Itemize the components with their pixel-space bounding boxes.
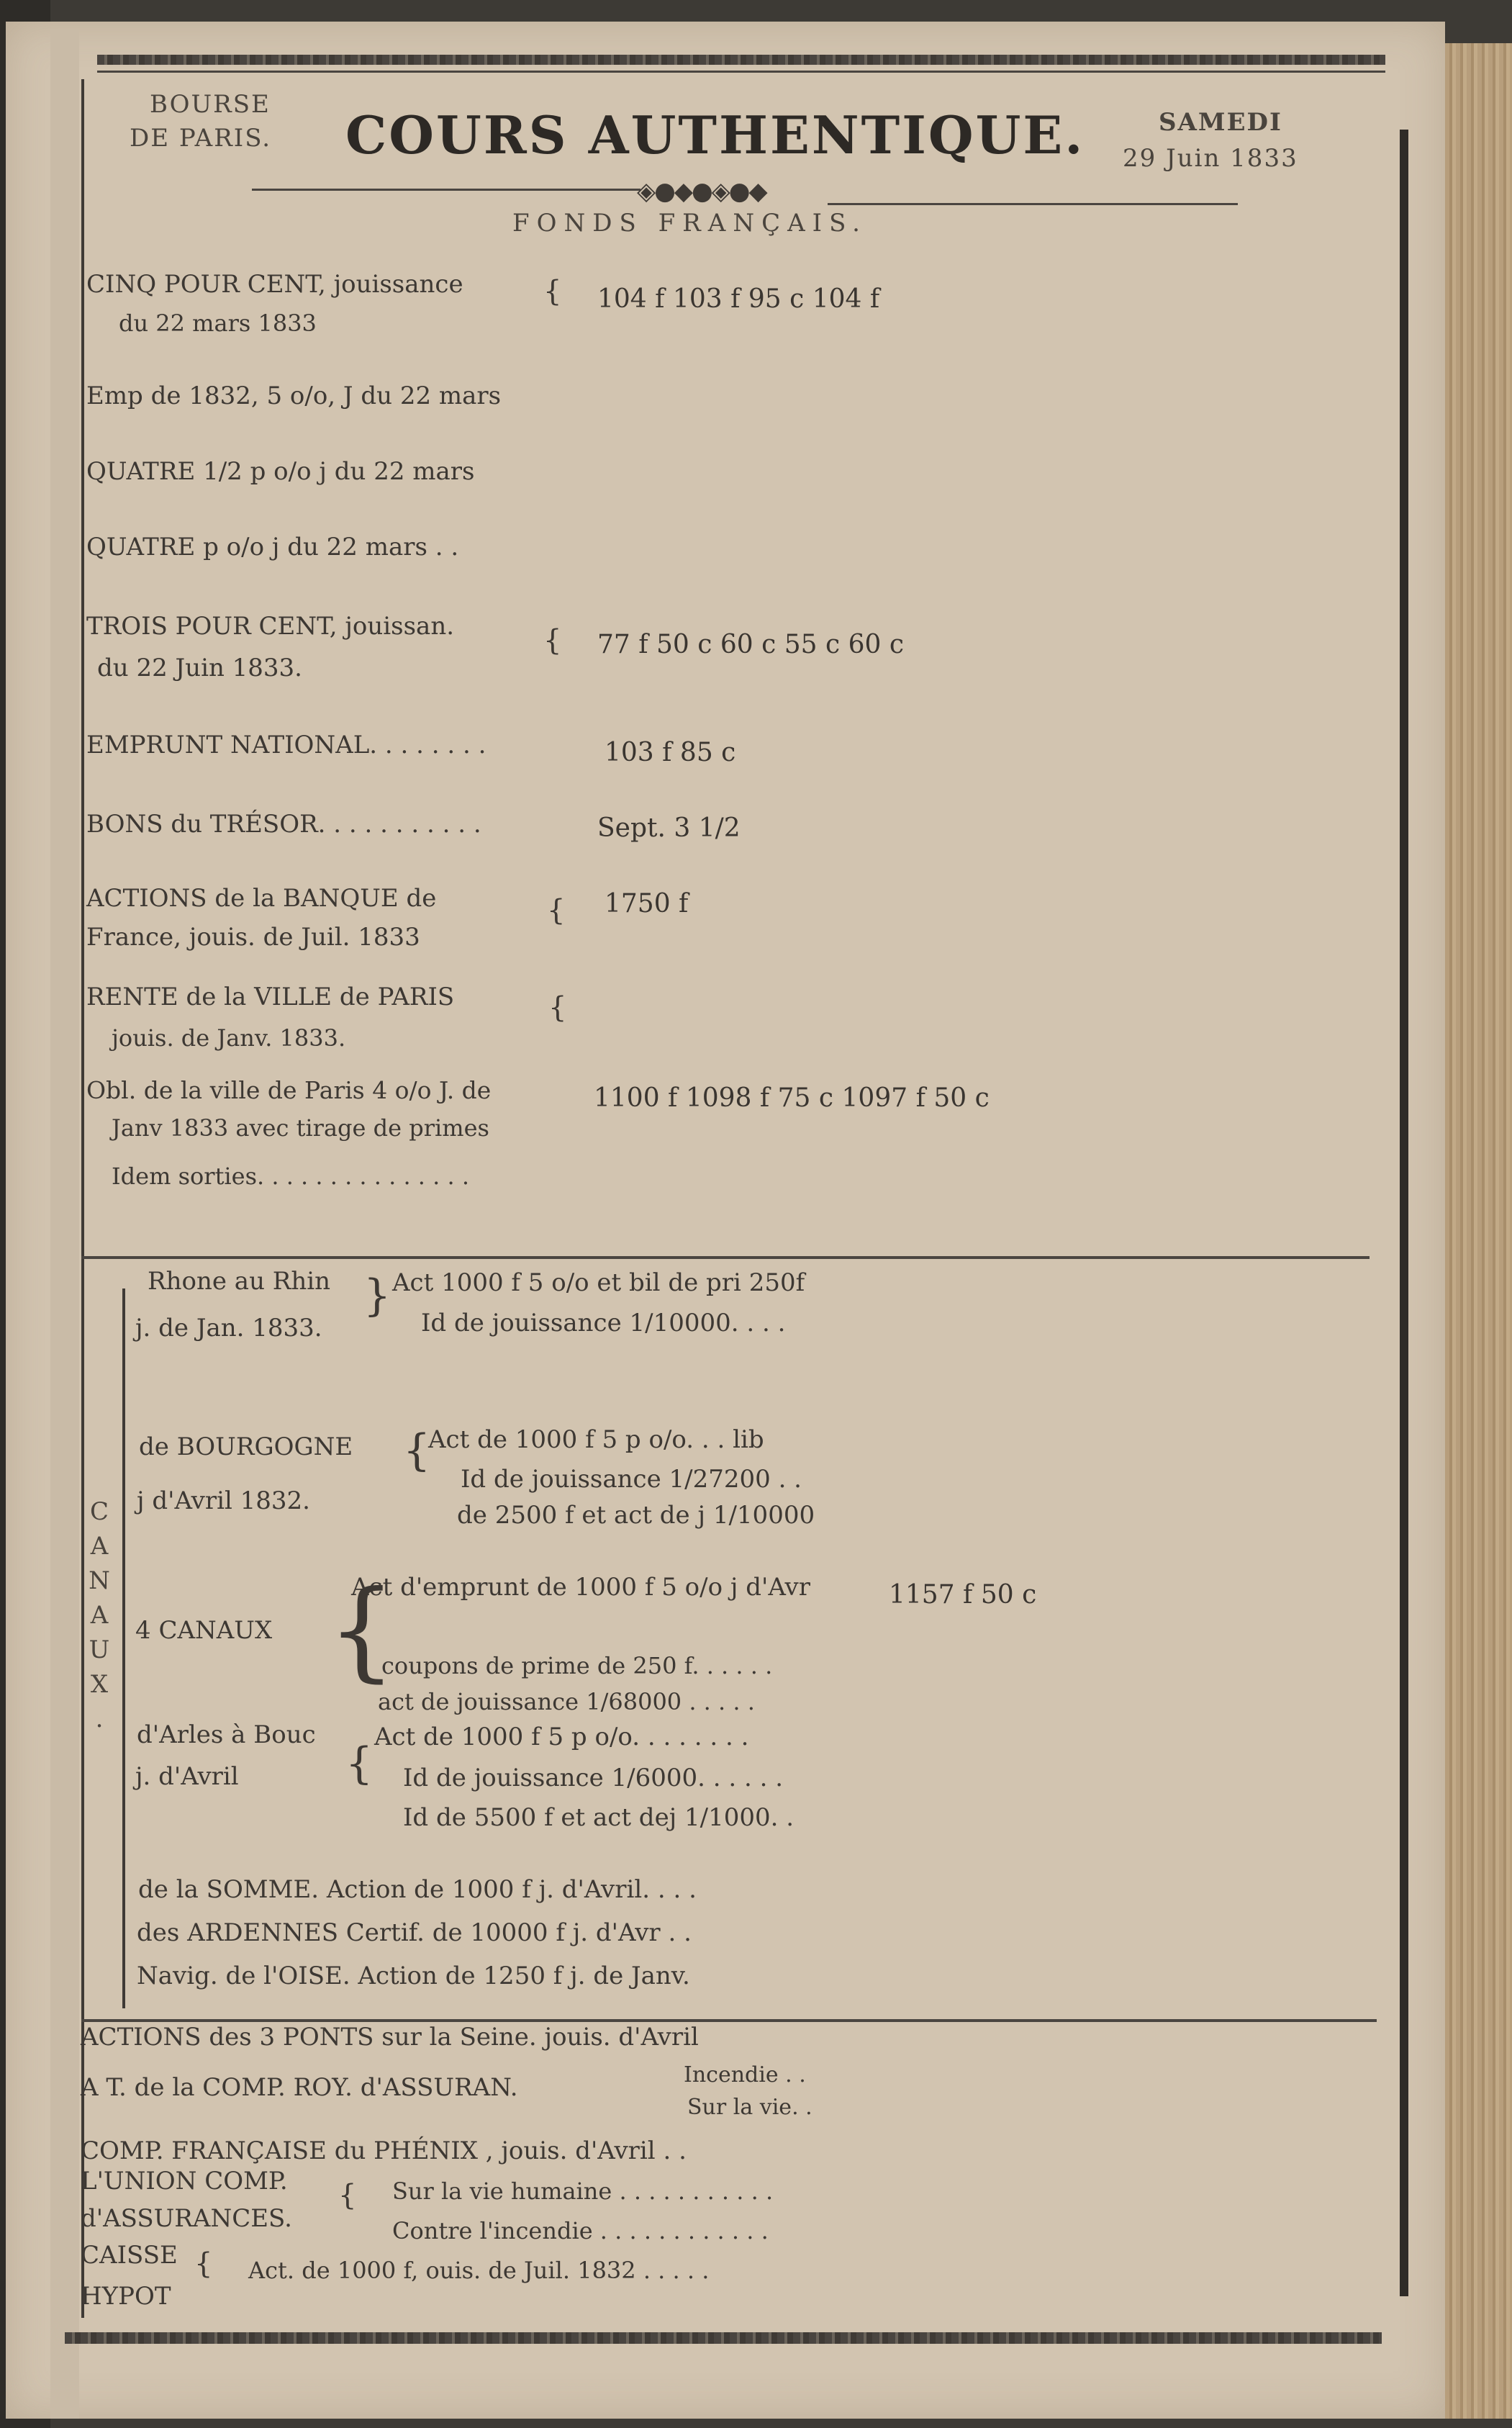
fonds-row-7-label: ACTIONS de la BANQUE de <box>86 884 437 913</box>
top-rule <box>97 55 1385 65</box>
arles-item-3: Id de 5500 f et act dej 1/1000. . <box>403 1803 795 1832</box>
arles-item-1: Act de 1000 f 5 p o/o. . . . . . . . <box>374 1723 749 1751</box>
union-item-2: Contre l'incendie . . . . . . . . . . . . <box>392 2217 769 2244</box>
rhone-name-2: j. de Jan. 1833. <box>135 1314 322 1342</box>
ornament-divider: ◈●◆●◈●◆ <box>637 177 766 206</box>
title-underline-right <box>828 203 1238 205</box>
fonds-row-4-label: TROIS POUR CENT, jouissan. <box>86 612 455 641</box>
fonds-row-7-value: 1750 f <box>605 889 689 919</box>
fonds-row-0-label: CINQ POUR CENT, jouissance <box>86 270 463 299</box>
union-name-2: d'ASSURANCES. <box>81 2204 292 2233</box>
bourgogne-name-1: de BOURGOGNE <box>139 1432 353 1461</box>
fonds-row-9-label: Obl. de la ville de Paris 4 o/o J. de <box>86 1076 492 1104</box>
fonds-row-6-label: BONS du TRÉSOR. . . . . . . . . . . <box>86 810 481 839</box>
bottom-rule <box>65 2332 1382 2344</box>
brace-8: { <box>548 991 567 1024</box>
caisse-name-1: CAISSE <box>81 2241 178 2270</box>
quatre-item-1: Act d'emprunt de 1000 f 5 o/o j d'Avr <box>351 1573 810 1602</box>
fonds-row-0-label2: du 22 mars 1833 <box>119 310 317 337</box>
arles-name-2: j. d'Avril <box>135 1762 239 1791</box>
caisse-name-2: HYPOT <box>81 2282 171 2311</box>
brace-4: { <box>543 624 562 657</box>
canal-oise: Navig. de l'OISE. Action de 1250 f j. de Janv. <box>137 1962 690 1990</box>
assurance-royale-item-1: Incendie . . <box>684 2062 806 2088</box>
union-brace: { <box>338 2179 357 2212</box>
fonds-row-2-label: QUATRE 1/2 p o/o j du 22 mars <box>86 457 475 486</box>
page-margin-left <box>50 29 79 2419</box>
quatre-item-2: coupons de prime de 250 f. . . . . . <box>381 1652 773 1679</box>
fonds-row-4-label2: du 22 Juin 1833. <box>97 654 302 682</box>
fonds-row-9-label2: Janv 1833 avec tirage de primes <box>112 1114 489 1142</box>
arles-brace: { <box>345 1738 374 1789</box>
phenix-row: COMP. FRANÇAISE du PHÉNIX , jouis. d'Avril . . <box>81 2136 687 2165</box>
canal-ardennes: des ARDENNES Certif. de 10000 f j. d'Avr . . <box>137 1918 692 1947</box>
header-left-line2: DE PARIS. <box>130 124 272 153</box>
brace-7: { <box>547 894 566 927</box>
ponts-row: ACTIONS des 3 PONTS sur la Seine. jouis. d'Avril <box>81 2023 699 2052</box>
canal-somme: de la SOMME. Action de 1000 f j. d'Avril. . . . <box>138 1875 697 1904</box>
top-rule-thin <box>97 71 1385 73</box>
rhone-brace: } <box>363 1271 391 1321</box>
arles-item-2: Id de jouissance 1/6000. . . . . . <box>403 1764 784 1792</box>
fonds-row-10-label: Idem sorties. . . . . . . . . . . . . . . <box>112 1163 469 1190</box>
caisse-brace: { <box>194 2247 213 2280</box>
union-name-1: L'UNION COMP. <box>81 2167 288 2195</box>
caisse-item: Act. de 1000 f, ouis. de Juil. 1832 . . . . . <box>248 2257 710 2284</box>
quatre-value: 1157 f 50 c <box>889 1580 1037 1610</box>
arles-name-1: d'Arles à Bouc <box>137 1720 316 1749</box>
canaux-vertical-label: CANAUX. <box>85 1497 114 1739</box>
quatre-item-3: act de jouissance 1/68000 . . . . . <box>378 1688 755 1715</box>
quatre-canaux-name: 4 CANAUX <box>135 1616 273 1645</box>
assurance-royale-item-2: Sur la vie. . <box>687 2095 812 2120</box>
fonds-row-8-label: RENTE de la VILLE de PARIS <box>86 983 455 1011</box>
assurance-royale-name: A T. de la COMP. ROY. d'ASSURAN. <box>81 2073 518 2102</box>
fonds-row-6-value: Sept. 3 1/2 <box>597 813 741 843</box>
rhone-item-1: Act 1000 f 5 o/o et bil de pri 250f <box>392 1268 805 1297</box>
fonds-row-9-value: 1100 f 1098 f 75 c 1097 f 50 c <box>594 1083 990 1113</box>
header-right-date: 29 Juin 1833 <box>1123 144 1298 173</box>
frame-left <box>81 79 84 2318</box>
fonds-row-0-value: 104 f 103 f 95 c 104 f <box>597 284 880 314</box>
title-underline-left <box>252 189 640 191</box>
fonds-row-3-label: QUATRE p o/o j du 22 mars . . <box>86 533 459 561</box>
bourgogne-brace: { <box>403 1425 431 1476</box>
header-left-line1: BOURSE <box>150 90 271 119</box>
frame-right <box>1400 130 1408 2296</box>
page-edges-right <box>1445 43 1512 2419</box>
fonds-row-7-label2: France, jouis. de Juil. 1833 <box>86 923 420 952</box>
fonds-row-4-value: 77 f 50 c 60 c 55 c 60 c <box>597 630 905 659</box>
header-right-day: SAMEDI <box>1159 108 1282 137</box>
page-title: COURS AUTHENTIQUE. <box>345 104 1085 166</box>
rhone-name-1: Rhone au Rhin <box>148 1267 331 1296</box>
bourgogne-item-2: Id de jouissance 1/27200 . . <box>461 1465 802 1494</box>
section-divider-2 <box>81 2019 1377 2022</box>
section-fonds-francais: FONDS FRANÇAIS. <box>512 209 867 238</box>
rhone-item-2: Id de jouissance 1/10000. . . . <box>421 1309 786 1337</box>
quatre-canaux-brace: { <box>327 1568 397 1693</box>
fonds-row-5-label: EMPRUNT NATIONAL. . . . . . . . <box>86 731 486 759</box>
bourgogne-item-1: Act de 1000 f 5 p o/o. . . lib <box>428 1425 764 1454</box>
fonds-row-1-label: Emp de 1832, 5 o/o, J du 22 mars <box>86 382 502 410</box>
section-divider-1 <box>81 1256 1370 1259</box>
fonds-row-8-label2: jouis. de Janv. 1833. <box>112 1024 346 1052</box>
bourgogne-item-3: de 2500 f et act de j 1/10000 <box>457 1501 815 1530</box>
fonds-row-5-value: 103 f 85 c <box>605 738 736 767</box>
union-item-1: Sur la vie humaine . . . . . . . . . . . <box>392 2177 774 2205</box>
canaux-bracket-line <box>122 1289 125 2008</box>
brace-0: { <box>543 275 562 308</box>
bourgogne-name-2: j d'Avril 1832. <box>137 1486 310 1515</box>
